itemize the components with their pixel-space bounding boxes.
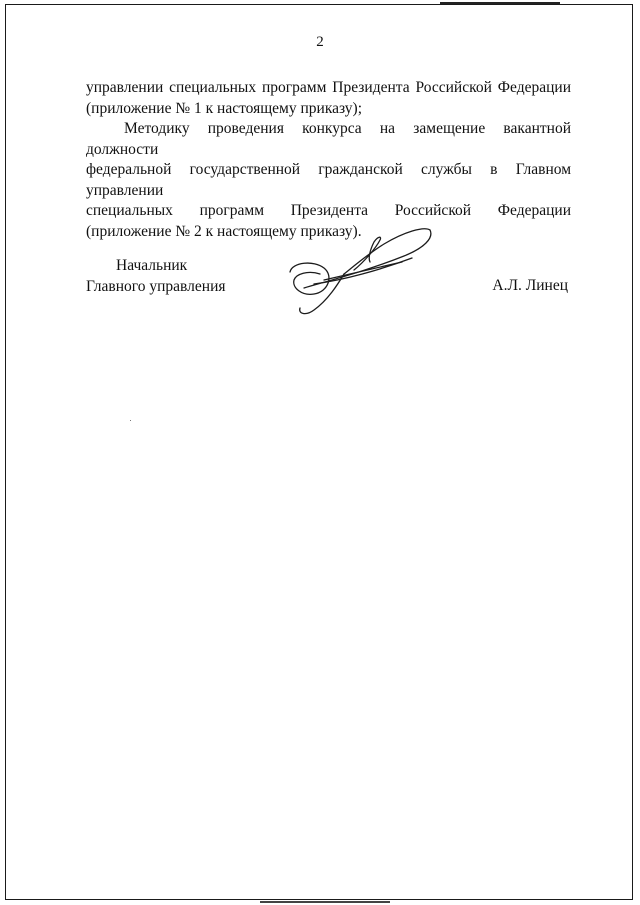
paragraph-1-line-2: (приложение № 1 к настоящему приказу); [86, 99, 363, 117]
paragraph-1 [86, 78, 571, 119]
handwritten-signature [284, 222, 440, 318]
paragraph-1-line-1: управлении специальных программ Президента Российской Федерации [86, 79, 571, 96]
scan-top-mark [440, 2, 560, 4]
signatory-name: А.Л. Линец [492, 277, 568, 294]
paragraph-2-line-4: (приложение № 2 к настоящему приказу). [86, 222, 362, 240]
paragraph-2-line-3: специальных программ Президента Российской Федерации [86, 202, 571, 219]
paragraph-2-line-2: федеральной государственной гражданской службы в Главном управлении [86, 161, 571, 199]
paragraph-2-line-1: Методику проведения конкурса на замещение вакантной должности [86, 120, 571, 158]
signatory-title-line-2: Главного управления [86, 277, 226, 295]
scan-bottom-mark [260, 901, 390, 903]
signatory-title [86, 256, 226, 297]
scan-speck [130, 420, 131, 421]
page-number: 2 [316, 34, 324, 50]
document-body [86, 78, 571, 242]
signatory-title-line-1: Начальник [116, 257, 188, 274]
